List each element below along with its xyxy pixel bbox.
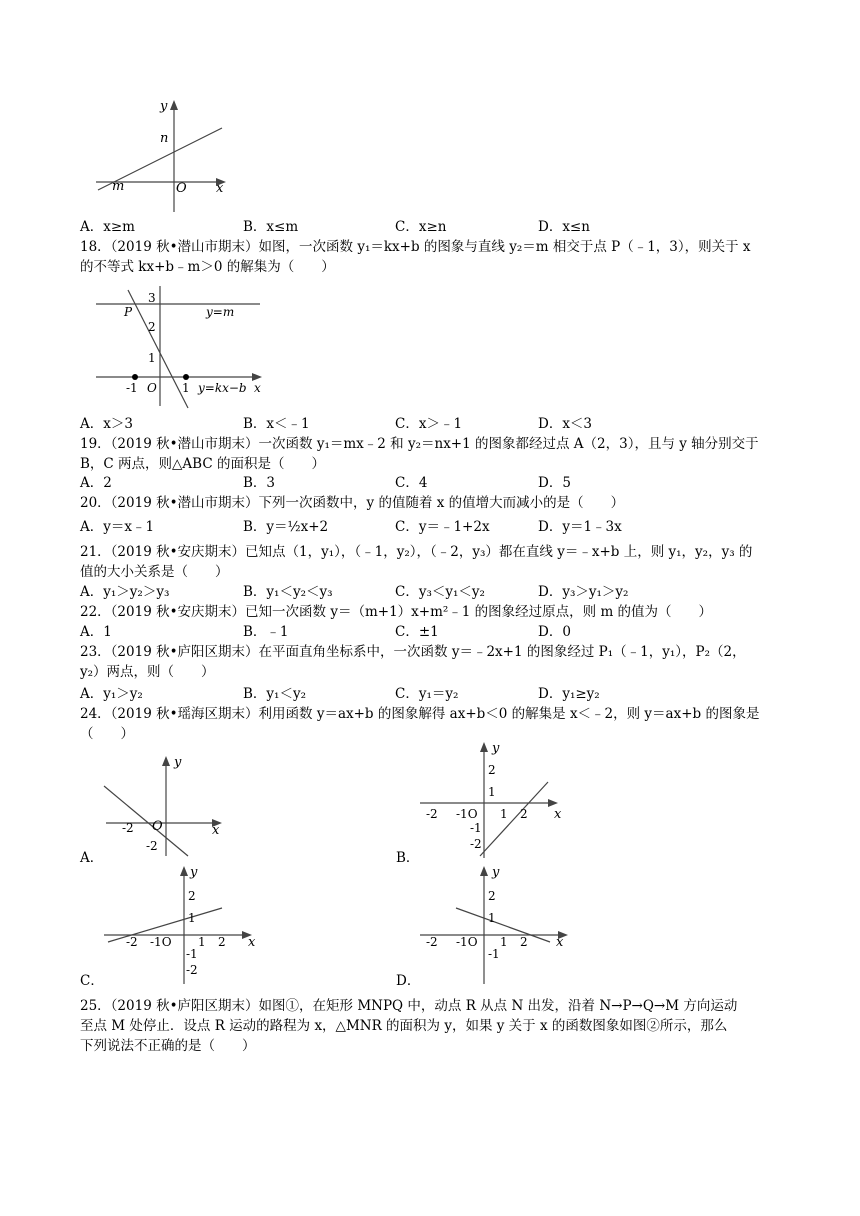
q24b-x-label: x	[554, 807, 562, 822]
q21-stem-line2: 值的大小关系是（ ）	[80, 564, 229, 580]
q24b-tick-neg2x: -2	[426, 807, 438, 821]
q24-graph-d	[416, 862, 576, 986]
q22-option-c[interactable]: C．±1	[395, 624, 439, 640]
q24-label-a[interactable]: A．	[80, 850, 104, 866]
q24c-x-label: x	[248, 935, 256, 950]
q21-stem-line1: 21．（2019 秋•安庆期末）已知点（1，y₁），（﹣1，y₂），（﹣2，y₃）都在直线 y＝﹣x+b 上，则 y₁，y₂，y₃ 的	[80, 544, 753, 560]
q18-graph	[92, 280, 272, 410]
q24d-tick-2x: 2	[520, 935, 528, 949]
q24d-tick-2y: 2	[488, 889, 496, 903]
q23-option-d[interactable]: D．y₁≥y₂	[538, 686, 600, 702]
q22-stem-line1: 22．（2019 秋•安庆期末）已知一次函数 y＝（m+1）x+m²﹣1 的图象经过原点，则 m 的值为（ ）	[80, 604, 713, 620]
q18-tick-1x: 1	[182, 381, 190, 395]
q18-option-d[interactable]: D．x＜3	[538, 416, 593, 432]
q24-label-c[interactable]: C．	[80, 973, 104, 989]
q23-stem-line2: y₂）两点，则（ ）	[80, 664, 215, 680]
q24b-tick-2y: 2	[488, 763, 496, 777]
q19-option-d[interactable]: D．5	[538, 475, 571, 491]
q22-option-a[interactable]: A．1	[80, 624, 112, 640]
q18-option-c[interactable]: C．x＞﹣1	[395, 416, 463, 432]
q22-option-d[interactable]: D．0	[538, 624, 571, 640]
q18-tick-1: 1	[148, 351, 156, 365]
q24-graph-b	[416, 738, 566, 860]
q20-option-a[interactable]: A．y＝x﹣1	[80, 519, 155, 535]
q18-stem-line1: 18．（2019 秋•潜山市期末）如图，一次函数 y₁＝kx+b 的图象与直线 y₂＝m 相交于点 P（﹣1，3），则关于 x	[80, 239, 751, 255]
q24-stem-line1: 24．（2019 秋•瑶海区期末）利用函数 y＝ax+b 的图象解得 ax+b＜0 的解集是 x＜﹣2，则 y＝ax+b 的图象是	[80, 706, 760, 722]
q24-graph-a	[98, 748, 228, 860]
q17-graph	[90, 96, 230, 216]
q20-option-c[interactable]: C．y＝﹣1+2x	[395, 519, 490, 535]
q19-option-b[interactable]: B．3	[243, 475, 276, 491]
q24c-tick-2x: 2	[218, 935, 226, 949]
q17-y-label: y	[160, 99, 168, 114]
q24d-tick-neg1-origin: -1O	[456, 935, 478, 949]
q21-option-c[interactable]: C．y₃＜y₁＜y₂	[395, 584, 485, 600]
q24-stem-line2: （ ）	[80, 726, 134, 742]
q24b-tick-1y: 1	[488, 785, 496, 799]
q18-tick-3: 3	[148, 291, 156, 305]
q24c-tick-1x: 1	[198, 935, 206, 949]
q23-option-a[interactable]: A．y₁＞y₂	[80, 686, 143, 702]
q23-stem-line1: 23．（2019 秋•庐阳区期末）在平面直角坐标系中，一次函数 y＝﹣2x+1 的图象经过 P₁（﹣1，y₁），P₂（2，	[80, 644, 746, 660]
q21-option-b[interactable]: B．y₁＜y₂＜y₃	[243, 584, 333, 600]
q24d-tick-1y: 1	[488, 911, 496, 925]
q18-option-b[interactable]: B．x＜﹣1	[243, 416, 310, 432]
q24b-tick-neg2y: -2	[470, 837, 482, 851]
q24c-y-label: y	[190, 865, 198, 880]
q18-p-label: P	[124, 305, 133, 319]
q19-stem-line2: B，C 两点，则△ABC 的面积是（ ）	[80, 456, 325, 472]
q19-option-a[interactable]: A．2	[80, 475, 112, 491]
q20-stem-line1: 20．（2019 秋•潜山市期末）下列一次函数中，y 的值随着 x 的值增大而减小的是（ ）	[80, 495, 625, 511]
q24b-tick-neg1y: -1	[470, 821, 482, 835]
q17-option-a[interactable]: A．x≥m	[80, 219, 135, 235]
q18-stem-line2: 的不等式 kx+b﹣m＞0 的解集为（ ）	[80, 259, 335, 275]
q24d-tick-neg2x: -2	[426, 935, 438, 949]
q20-option-b[interactable]: B．y＝½x+2	[243, 519, 329, 535]
q24-label-b[interactable]: B．	[396, 850, 420, 866]
q24c-tick-neg1-origin: -1O	[150, 935, 172, 949]
q24d-tick-neg1y: -1	[488, 947, 500, 961]
q24a-tick-neg2x: -2	[122, 821, 134, 835]
q24-label-d[interactable]: D．	[396, 973, 421, 989]
q24a-origin-label: O	[152, 819, 163, 834]
q18-origin-label: O	[147, 381, 157, 395]
q17-option-b[interactable]: B．x≤m	[243, 219, 299, 235]
q20-option-d[interactable]: D．y＝1﹣3x	[538, 519, 622, 535]
q24d-x-label: x	[556, 935, 564, 950]
q18-ym-label: y=m	[206, 305, 235, 319]
q18-tick-2: 2	[148, 320, 156, 334]
q18-x-label: x	[254, 381, 261, 395]
q25-stem-line1: 25．（2019 秋•庐阳区期末）如图①，在矩形 MNPQ 中，动点 R 从点 N 出发，沿着 N→P→Q→M 方向运动	[80, 998, 738, 1014]
q19-stem-line1: 19．（2019 秋•潜山市期末）一次函数 y₁＝mx﹣2 和 y₂＝nx+1 的图象都经过点 A（2，3），且与 y 轴分别交于	[80, 436, 759, 452]
q18-tick-neg1: -1	[126, 381, 138, 395]
q22-option-b[interactable]: B．﹣1	[243, 624, 289, 640]
q21-option-a[interactable]: A．y₁＞y₂＞y₃	[80, 584, 170, 600]
q18-option-a[interactable]: A．x＞3	[80, 416, 133, 432]
q25-stem-line2: 至点 M 处停止．设点 R 运动的路程为 x，△MNR 的面积为 y，如果 y 关于 x 的函数图象如图②所示，那么	[80, 1018, 728, 1034]
q24a-y-label: y	[174, 755, 182, 770]
q24c-tick-1y: 1	[188, 911, 196, 925]
q24d-tick-1x: 1	[500, 935, 508, 949]
q23-option-b[interactable]: B．y₁＜y₂	[243, 686, 306, 702]
q23-option-c[interactable]: C．y₁＝y₂	[395, 686, 459, 702]
q17-n-label: n	[160, 131, 169, 146]
q17-m-label: m	[112, 179, 125, 194]
q17-x-label: x	[216, 181, 224, 196]
q24c-tick-neg2x: -2	[126, 935, 138, 949]
q18-ykx-label: y=kx−b	[198, 381, 247, 395]
q24c-tick-neg2y: -2	[186, 963, 198, 977]
q17-option-c[interactable]: C．x≥n	[395, 219, 447, 235]
q24b-y-label: y	[492, 741, 500, 756]
q24c-tick-2y: 2	[188, 889, 196, 903]
q24a-tick-neg2y: -2	[146, 839, 158, 853]
q24b-tick-neg1-origin: -1O	[456, 807, 478, 821]
q24-graph-c	[100, 862, 260, 986]
q24b-tick-2x: 2	[520, 807, 528, 821]
q24a-x-label: x	[212, 823, 220, 838]
q21-option-d[interactable]: D．y₃＞y₁＞y₂	[538, 584, 629, 600]
q24d-y-label: y	[492, 865, 500, 880]
q17-origin-label: O	[176, 181, 187, 196]
q24b-tick-1x: 1	[500, 807, 508, 821]
q19-option-c[interactable]: C．4	[395, 475, 428, 491]
q25-stem-line3: 下列说法不正确的是（ ）	[80, 1038, 256, 1054]
q24c-tick-neg1y: -1	[186, 947, 198, 961]
q17-option-d[interactable]: D．x≤n	[538, 219, 590, 235]
